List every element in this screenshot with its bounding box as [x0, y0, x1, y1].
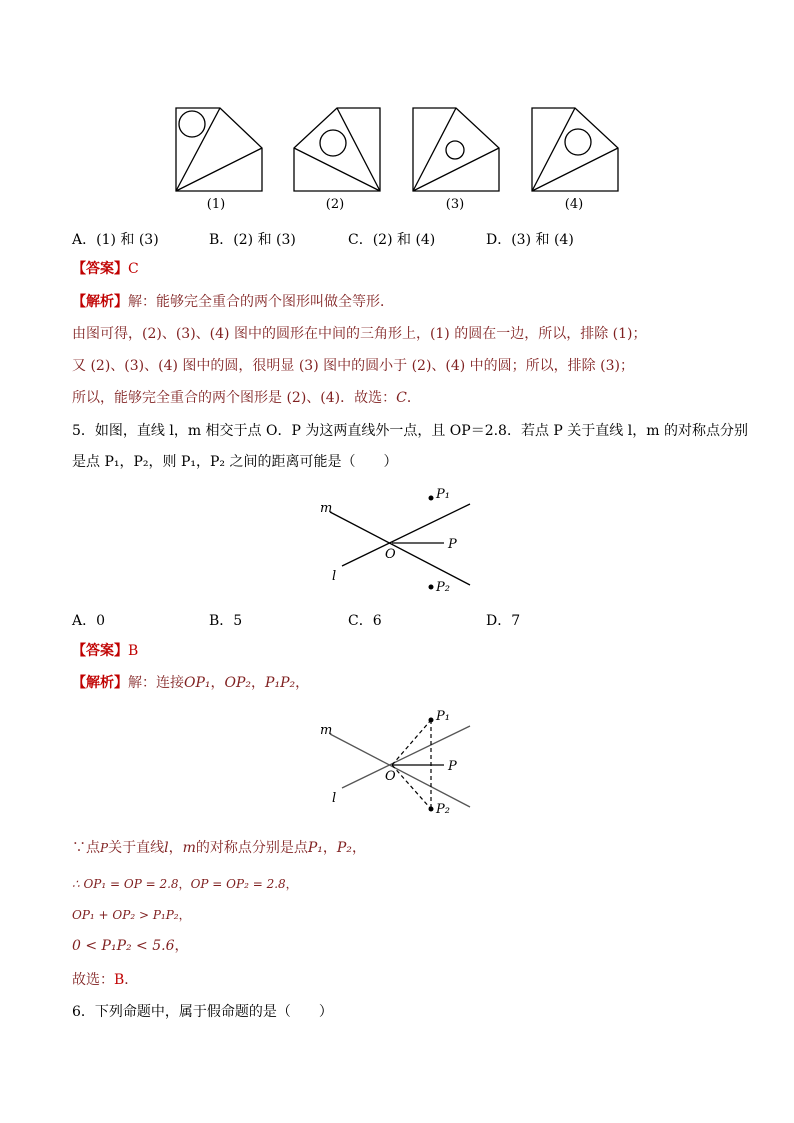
- analysis-label-p1: P₁: [436, 709, 450, 724]
- q5-analysis-intro-text: 解：连接: [128, 675, 184, 691]
- q4-conclusion-end: ．: [406, 390, 421, 406]
- figure-4: [532, 108, 618, 191]
- q5-option-a: A．0: [72, 613, 106, 629]
- q5-range-line: [72, 936, 189, 956]
- figure-4-label: (4): [564, 197, 584, 212]
- q5-because-l: l: [164, 840, 169, 856]
- q4-figures: [0, 100, 794, 200]
- analysis-segment-op2: [392, 765, 431, 809]
- analysis-label-m: m: [320, 723, 333, 738]
- q5-answer: [72, 641, 138, 661]
- q4-answer-value: C: [128, 261, 139, 277]
- q5-figure: [310, 480, 490, 600]
- q5-equations-line: [72, 876, 298, 892]
- q5-answer-tag: 【答案】: [72, 643, 128, 659]
- analysis-label-l: l: [332, 791, 337, 806]
- q5-because-pre: ∵点: [72, 840, 100, 856]
- q4-answer-tag: 【答案】: [72, 261, 128, 277]
- q5-inequality-line: [72, 907, 191, 923]
- q5-option-d: D．7: [486, 613, 521, 629]
- q4-option-c: C．(2) 和 (4): [348, 232, 436, 248]
- analysis-line-l: [342, 726, 470, 788]
- q5-choice: B: [114, 972, 125, 988]
- q5-eq-sep2: ，: [285, 877, 298, 891]
- figure-3: [413, 108, 499, 191]
- q5-sep-3: ，: [295, 675, 310, 691]
- q5-eq-sep: ，: [178, 877, 191, 891]
- q4-analysis-line3: 又 (2)、(3)、(4) 图中的圆，很明显 (3) 图中的圆小于 (2)、(4) 中的圆；所以，排除 (3)；: [72, 358, 634, 374]
- q5-seg-op1: OP₁: [184, 675, 211, 691]
- q5-because-line: [72, 838, 366, 858]
- q4-option-d: D．(3) 和 (4): [486, 232, 574, 248]
- q4-answer: [72, 259, 139, 279]
- q5-choice-post: ．: [124, 972, 139, 988]
- q5-analysis-intro: [72, 673, 309, 693]
- figure-1: [176, 108, 262, 191]
- q4-analysis-text1: 解：能够完全重合的两个图形叫做全等形．: [128, 294, 394, 310]
- label-o: O: [385, 547, 396, 562]
- q5-ineq-sep: ，: [178, 908, 191, 922]
- q5-because-p: P: [100, 841, 109, 855]
- analysis-point-p1: [429, 718, 434, 723]
- q5-question-line2: 是点 P₁，P₂，则 P₁，P₂ 之间的距离可能是（ ）: [72, 454, 398, 470]
- figure-3-label: (3): [445, 197, 465, 212]
- analysis-label-p2: P₂: [436, 802, 450, 817]
- q4-option-b: B．(2) 和 (3): [209, 232, 296, 248]
- q5-because-p2: P₂: [336, 840, 352, 856]
- q5-seg-op2: OP₂: [224, 675, 252, 691]
- label-l: l: [332, 569, 337, 584]
- q5-option-c: C．6: [348, 613, 382, 629]
- q5-because-sep2: ，: [322, 840, 337, 856]
- q5-choice-line: [72, 970, 138, 990]
- q6-question-line1: 6．下列命题中，属于假命题的是（ ）: [72, 1004, 333, 1020]
- q5-eq2: OP = OP₂ = 2.8: [190, 877, 286, 891]
- analysis-label-o: O: [385, 769, 396, 784]
- analysis-label-p: P: [448, 759, 457, 774]
- q5-because-p1: P₁: [307, 840, 323, 856]
- q5-because-m: m: [182, 840, 196, 856]
- label-p1: P₁: [436, 487, 450, 502]
- figure-2-label: (2): [325, 197, 345, 212]
- q5-sep-2: ，: [251, 675, 266, 691]
- label-p2: P₂: [436, 580, 450, 595]
- q5-range-sep: ，: [174, 938, 189, 954]
- q5-eq1: ∴ OP₁ = OP = 2.8: [72, 877, 179, 891]
- figure-2: [294, 108, 380, 191]
- q5-option-b: B．5: [209, 613, 243, 629]
- q4-choice: C: [396, 390, 407, 406]
- q4-analysis-line1: [72, 292, 394, 312]
- q5-because-mid: 关于直线: [108, 840, 165, 856]
- analysis-point-p2: [429, 807, 434, 812]
- q4-option-a: A．(1) 和 (3): [72, 232, 159, 248]
- q5-choice-pre: 故选：: [72, 972, 114, 988]
- label-m: m: [320, 501, 333, 516]
- q5-question-line1: 5．如图，直线 l，m 相交于点 O．P 为这两直线外一点，且 OP＝2.8．若点 P 关于直线 l，m 的对称点分别: [72, 423, 748, 439]
- q4-conclusion: 所以，能够完全重合的两个图形是 (2)、(4)．故选：: [72, 390, 397, 406]
- q5-because-sep3: ，: [351, 840, 366, 856]
- q4-analysis-line2: 由图可得，(2)、(3)、(4) 图中的圆形在中间的三角形上，(1) 的圆在一边，所以，排除 (1)；: [72, 326, 647, 342]
- q5-because-sep: ，: [168, 840, 183, 856]
- q5-ineq2: 0 < P₁P₂ < 5.6: [72, 938, 175, 954]
- q5-sep-1: ，: [210, 675, 225, 691]
- q5-because-post: 的对称点分别是点: [195, 840, 308, 856]
- q5-analysis-figure: [310, 702, 490, 822]
- q5-answer-value: B: [128, 643, 139, 659]
- q5-analysis-tag: 【解析】: [72, 675, 128, 691]
- analysis-segment-op1: [392, 720, 431, 765]
- line-l: [342, 504, 470, 566]
- q4-analysis-tag: 【解析】: [72, 294, 128, 310]
- figure-1-label: (1): [206, 197, 226, 212]
- point-p1: [429, 496, 434, 501]
- label-p: P: [448, 537, 457, 552]
- q5-ineq1: OP₁ + OP₂ > P₁P₂: [72, 908, 179, 922]
- q5-seg-p1p2: P₁P₂: [265, 675, 296, 691]
- q4-analysis-line4: [72, 388, 421, 408]
- point-p2: [429, 585, 434, 590]
